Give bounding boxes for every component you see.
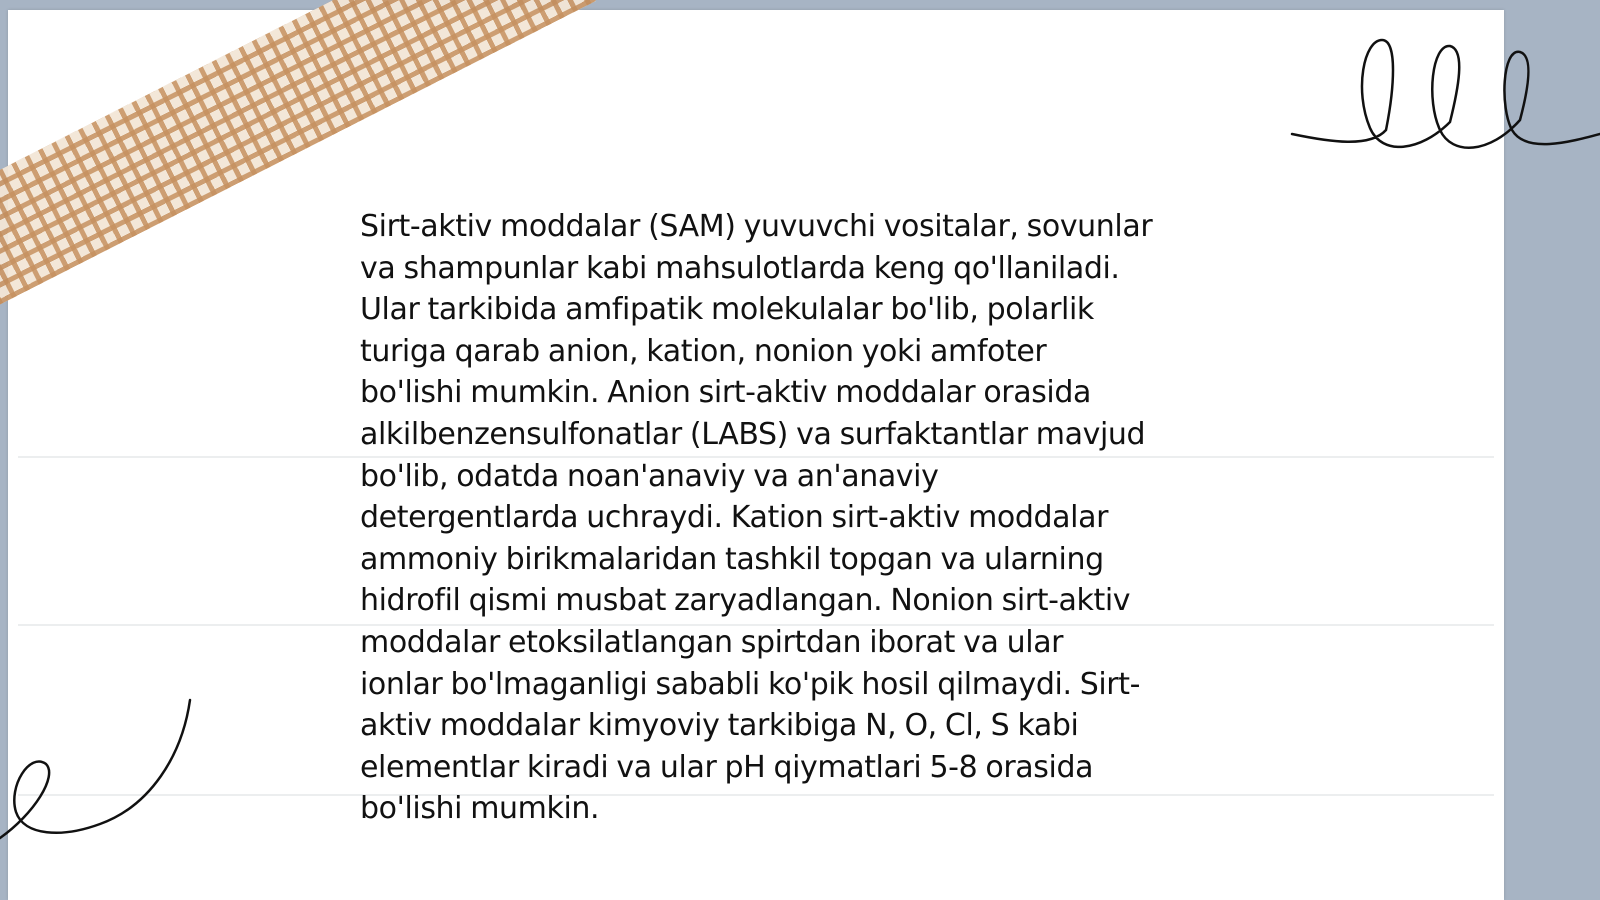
- body-paragraph: [360, 206, 1240, 830]
- text-line: va shampunlar kabi mahsulotlarda keng qo'llaniladi.: [360, 250, 1120, 286]
- text-line: moddalar etoksilatlangan spirtdan iborat va ular: [360, 624, 1064, 660]
- text-line: aktiv moddalar kimyoviy tarkibiga N, O, Cl, S kabi: [360, 708, 1079, 744]
- swirl-scribble-icon: [0, 696, 200, 846]
- text-line: Ular tarkibida amfipatik molekulalar bo'lib, polarlik: [360, 292, 1094, 328]
- loop-scribble-icon: [1290, 30, 1600, 170]
- text-line: ionlar bo'lmaganligi sababli ko'pik hosil qilmaydi. Sirt-: [360, 666, 1141, 702]
- text-line: bo'lib, odatda noan'anaviy va an'anaviy: [360, 458, 939, 494]
- text-line: alkilbenzensulfonatlar (LABS) va surfaktantlar mavjud: [360, 416, 1146, 452]
- text-line: ammoniy birikmalaridan tashkil topgan va ularning: [360, 541, 1104, 577]
- text-line: bo'lishi mumkin. Anion sirt-aktiv moddalar orasida: [360, 375, 1091, 411]
- text-line: detergentlarda uchraydi. Kation sirt-aktiv moddalar: [360, 500, 1108, 536]
- text-line: elementlar kiradi va ular pH qiymatlari 5-8 orasida: [360, 749, 1094, 785]
- text-line: hidrofil qismi musbat zaryadlangan. Nonion sirt-aktiv: [360, 583, 1131, 619]
- text-line: Sirt-aktiv moddalar (SAM) yuvuvchi vositalar, sovunlar: [360, 209, 1153, 244]
- text-line: turiga qarab anion, kation, nonion yoki amfoter: [360, 333, 1047, 369]
- text-line: bo'lishi mumkin.: [360, 791, 600, 827]
